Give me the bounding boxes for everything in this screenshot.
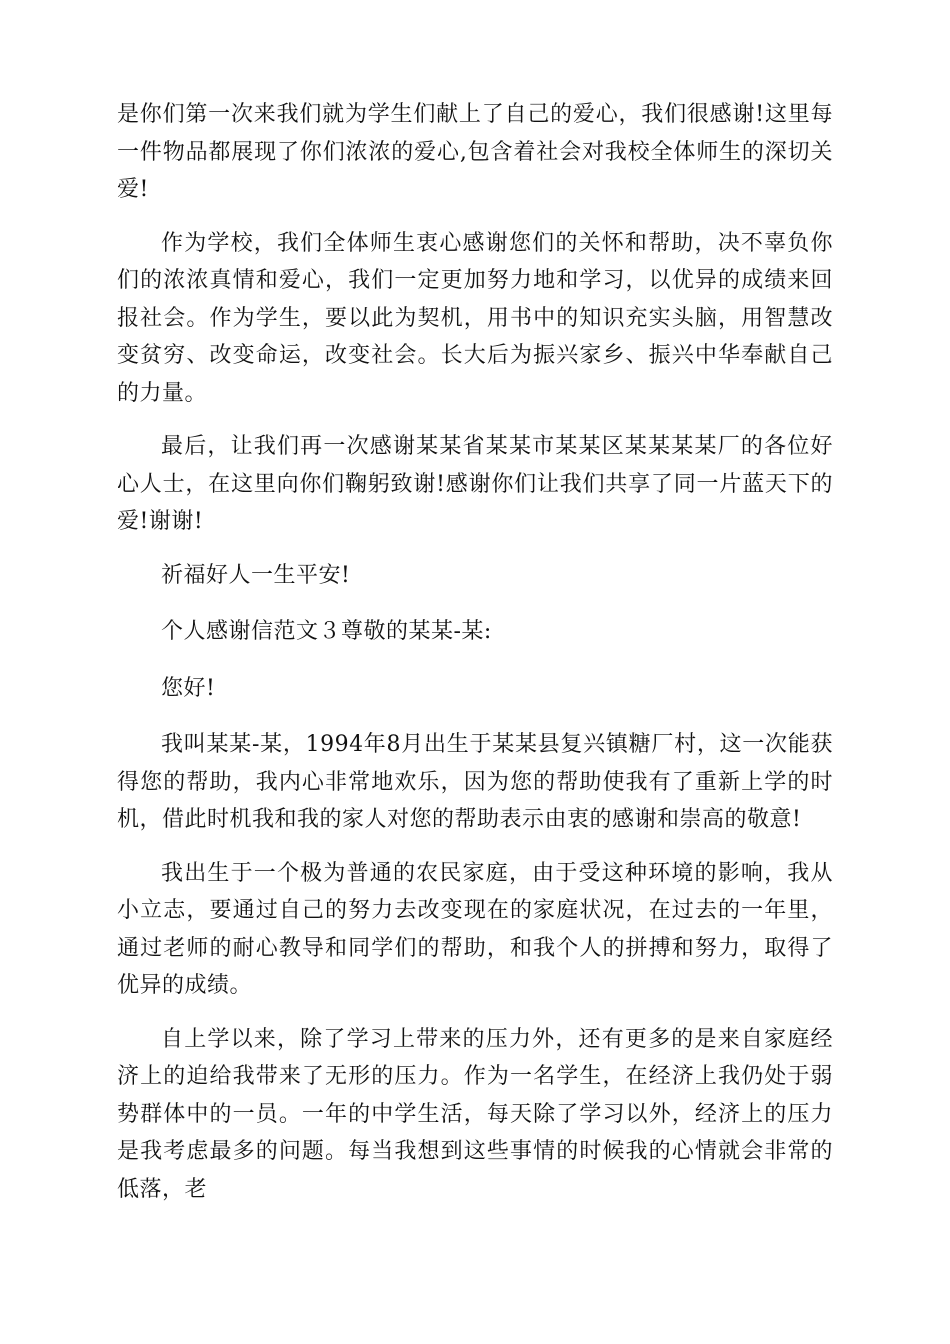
paragraph-blessing: 祈福好人一生平安! xyxy=(161,562,351,588)
paragraph-school-thanks: 作为学校，我们全体师生衷心感谢您们的关怀和帮助，决不辜负你们的浓浓真情和爱心，我们一定更加努力地和学习，以优异的成绩来回报社会。作为学生，要以此为契机，用书中的知识充实头脑，用智慧改变贫穷、改变命运，改变社会。长大后为振兴家乡、振兴中华奉献自己的力量。 xyxy=(117,230,833,406)
paragraph-introduction: 我叫某某-某，1994年8月出生于某某县复兴镇糖厂村，这一次能获得您的帮助，我内心非常地欢乐，因为您的帮助使我有了重新上学的时机，借此时机我和我的家人对您的帮助表示由衷的感谢和崇高的敬意! xyxy=(117,732,833,832)
paragraph-family-background: 我出生于一个极为普通的农民家庭，由于受这种环境的影响，我从小立志，要通过自己的努力去改变现在的家庭状况，在过去的一年里，通过老师的耐心教导和同学们的帮助，和我个人的拼搏和努力，取得了优异的成绩。 xyxy=(117,860,833,998)
letter-greeting: 您好! xyxy=(161,675,216,701)
paragraph-final-thanks: 最后，让我们再一次感谢某某省某某市某某区某某某某厂的各位好心人士，在这里向你们鞠躬致谢!感谢你们让我们共享了同一片蓝天下的爱!谢谢! xyxy=(117,434,833,534)
document-page xyxy=(117,96,833,1224)
paragraph-financial-pressure: 自上学以来，除了学习上带来的压力外，还有更多的是来自家庭经济上的迫给我带来了无形的压力。作为一名学生，在经济上我仍处于弱势群体中的一员。一年的中学生活，每天除了学习以外，经济上的压力是我考虑最多的问题。每当我想到这些事情的时候我的心情就会非常的低落，老 xyxy=(117,1026,833,1202)
paragraph-continuation: 是你们第一次来我们就为学生们献上了自己的爱心，我们很感谢!这里每一件物品都展现了你们浓浓的爱心,包含着社会对我校全体师生的深切关爱! xyxy=(117,102,833,202)
letter-title-salutation: 个人感谢信范文３尊敬的某某-某: xyxy=(161,619,492,644)
